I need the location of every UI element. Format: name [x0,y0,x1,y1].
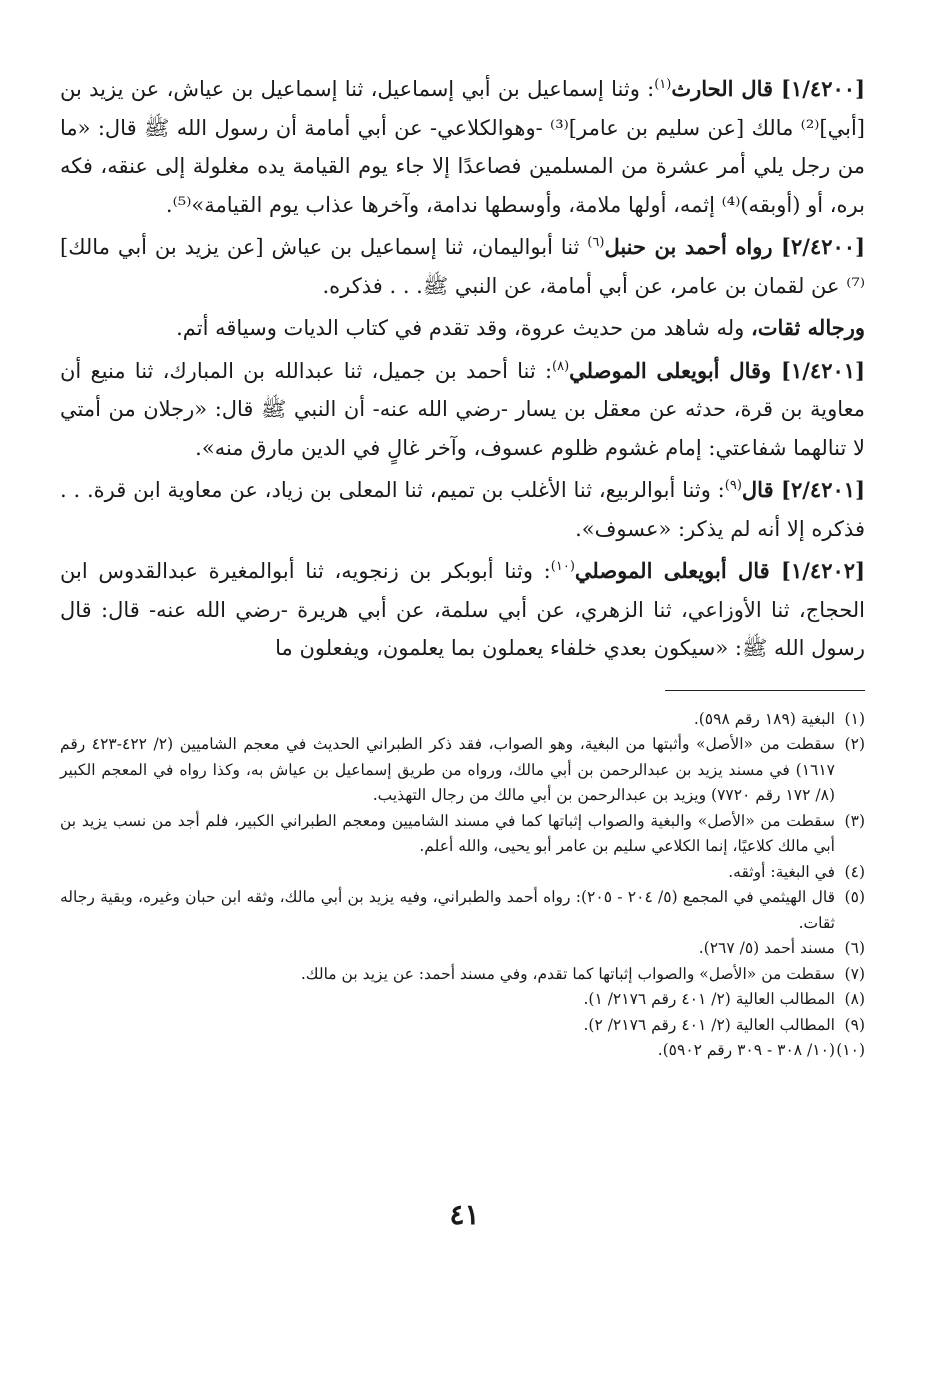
footnote-text: في البغية: أوثقه. [728,862,835,881]
page-body [60,70,865,1320]
hadith-text: ثنا أبواليمان، ثنا إسماعيل بن عياش [عن يزيد بن أبي مالك]⁽⁷⁾ عن لقمان بن عامر، عن أبي أمامة، عن النبي ﷺ. . . فذكره. [60,235,865,298]
footnote-number: (٥) [844,888,865,906]
footnote-divider [665,690,865,691]
hadith-paragraph [60,228,865,305]
footnote [60,1038,865,1064]
hadith-paragraph [60,309,865,348]
footnote-number: (١) [844,709,865,728]
hadith-text: : وثنا أبوالربيع، ثنا الأغلب بن تميم، ثنا المعلى بن زياد، عن معاوية ابن قرة. . . فذكره إلا أنه لم يذكر: «عسوف». [60,478,865,541]
footnote [60,707,865,733]
footnote-marker: (٦) [587,235,605,250]
footnote-number: (٩) [844,1015,865,1034]
footnote-number: (٧) [844,964,865,983]
footnote [60,987,865,1013]
hadith-paragraph [60,70,865,224]
page-number: ٤١ [449,1198,480,1231]
footnote [60,1013,865,1039]
hadith-text: وله شاهد من حديث عروة، وقد تقدم في كتاب الديات وسياقه أتم. [176,316,751,340]
footnote-number: (٤) [844,862,865,881]
footnote-text: المطالب العالية (٢/ ٤٠١ رقم ٢١٧٦/ ١). [583,990,835,1008]
hadith-reference: [٢/٤٢٠٠] رواه أحمد بن حنبل [604,234,866,259]
footnote-number: (٢) [844,735,865,753]
hadith-paragraph [60,352,865,468]
footnote-marker: (١) [654,77,672,92]
footnote [60,809,865,860]
footnote-text: سقطت من «الأصل» وأثبتها من البغية، وهو الصواب، فقد ذكر الطبراني الحديث في معجم الشاميين (٢/ ٤٢٢-٤٢٣ رقم ١٦١٧) في مسند يزيد بن عبدالرحمن بن أبي مالك، ورواه من طريق إسماعيل بن عياش به، وكذا رواه في المعجم الكبير (٨/ ١٧٢ رقم ٧٧٢٠) ويزيد بن عبدالرحمن بن أبي مالك من رجال التهذيب. [60,735,836,804]
footnote-number: (٨) [844,990,865,1008]
footnote-marker: (٨) [552,358,570,374]
hadith-reference: [١/٤٢٠٢] قال أبويعلى الموصلي [574,558,865,583]
footnote-text: مسند أحمد (٥/ ٢٦٧). [698,939,835,957]
footnote-marker: (٩) [724,478,742,493]
footnote [60,885,865,936]
footnote-text: سقطت من «الأصل» والبغية والصواب إثباتها كما في مسند الشاميين ومعجم الطبراني الكبير، فلم أجد من نسب يزيد بن أبي مالك كلاعيًا، إنما الكلاعي سليم بن عامر أبو يحيى، والله أعلم. [60,811,835,855]
footnote-marker: (١٠) [550,559,575,574]
footnote-text: (١٠/ ٣٠٨ - ٣٠٩ رقم ٥٩٠٢). [657,1041,835,1059]
hadith-reference: [٢/٤٢٠١] قال [741,477,865,502]
footnotes [60,707,865,1064]
footnote-number: (٣) [844,811,865,830]
footnote-text: البغية (١٨٩ رقم ٥٩٨). [693,709,835,728]
hadith-text: : وثنا إسماعيل بن أبي إسماعيل، ثنا إسماعيل بن عياش، عن يزيد بن [أبي]⁽²⁾ مالك [عن سليم بن عامر]⁽³⁾ -وهوالكلاعي- عن أبي أمامة أن رسول الله ﷺ قال: «ما من رجل يلي أمر عشرة من المسلمين فصاعدًا إلا جاء يوم القيامة يده مغلولة إلى عنقه، فكه بره، أو (أوبقه)⁽⁴⁾ إثمه، أولها ملامة، وأوسطها ندامة، وآخرها عذاب يوم القيامة»⁽⁵⁾. [60,77,865,217]
footnote-number: (٦) [844,939,865,957]
hadith-reference: [١/٤٢٠١] وقال أبويعلى الموصلي [569,357,865,383]
footnote-number: (١٠) [836,1041,865,1059]
footnote [60,732,865,809]
footnote [60,962,865,988]
hadith-reference: ورجاله ثقات، [750,315,865,340]
footnote [60,936,865,962]
hadith-text: : ثنا أحمد بن جميل، ثنا عبدالله بن المبارك، ثنا منيع أن معاوية بن قرة، حدثه عن معقل بن يسار -رضي الله عنه- أن النبي ﷺ قال: «رجلان من أمتي لا تنالهما شفاعتي: إمام غشوم ظلوم عسوف، وآخر غالٍ في الدين مارق منه». [60,358,865,460]
footnote-text: سقطت من «الأصل» والصواب إثباتها كما تقدم، وفي مسند أحمد: عن يزيد بن مالك. [300,964,835,983]
hadith-text: : وثنا أبوبكر بن زنجويه، ثنا أبوالمغيرة عبدالقدوس ابن الحجاج، ثنا الأوزاعي، ثنا الزهري، عن أبي سلمة، عن أبي هريرة -رضي الله عنه- قال: قال رسول الله ﷺ: «سيكون بعدي خلفاء يعملون بما يعلمون، ويفعلون ما [60,559,865,660]
footnote [60,860,865,886]
footnote-text: المطالب العالية (٢/ ٤٠١ رقم ٢١٧٦/ ٢). [583,1015,835,1034]
hadith-paragraph [60,552,865,668]
hadith-paragraph [60,471,865,548]
footnote-text: قال الهيثمي في المجمع (٥/ ٢٠٤ - ٢٠٥): رواه أحمد والطبراني، وفيه يزيد بن أبي مالك، وثقه ابن حبان وغيره، وبقية رجاله ثقات. [60,888,836,932]
hadith-reference: [١/٤٢٠٠] قال الحارث [671,76,865,101]
main-text [60,70,865,668]
